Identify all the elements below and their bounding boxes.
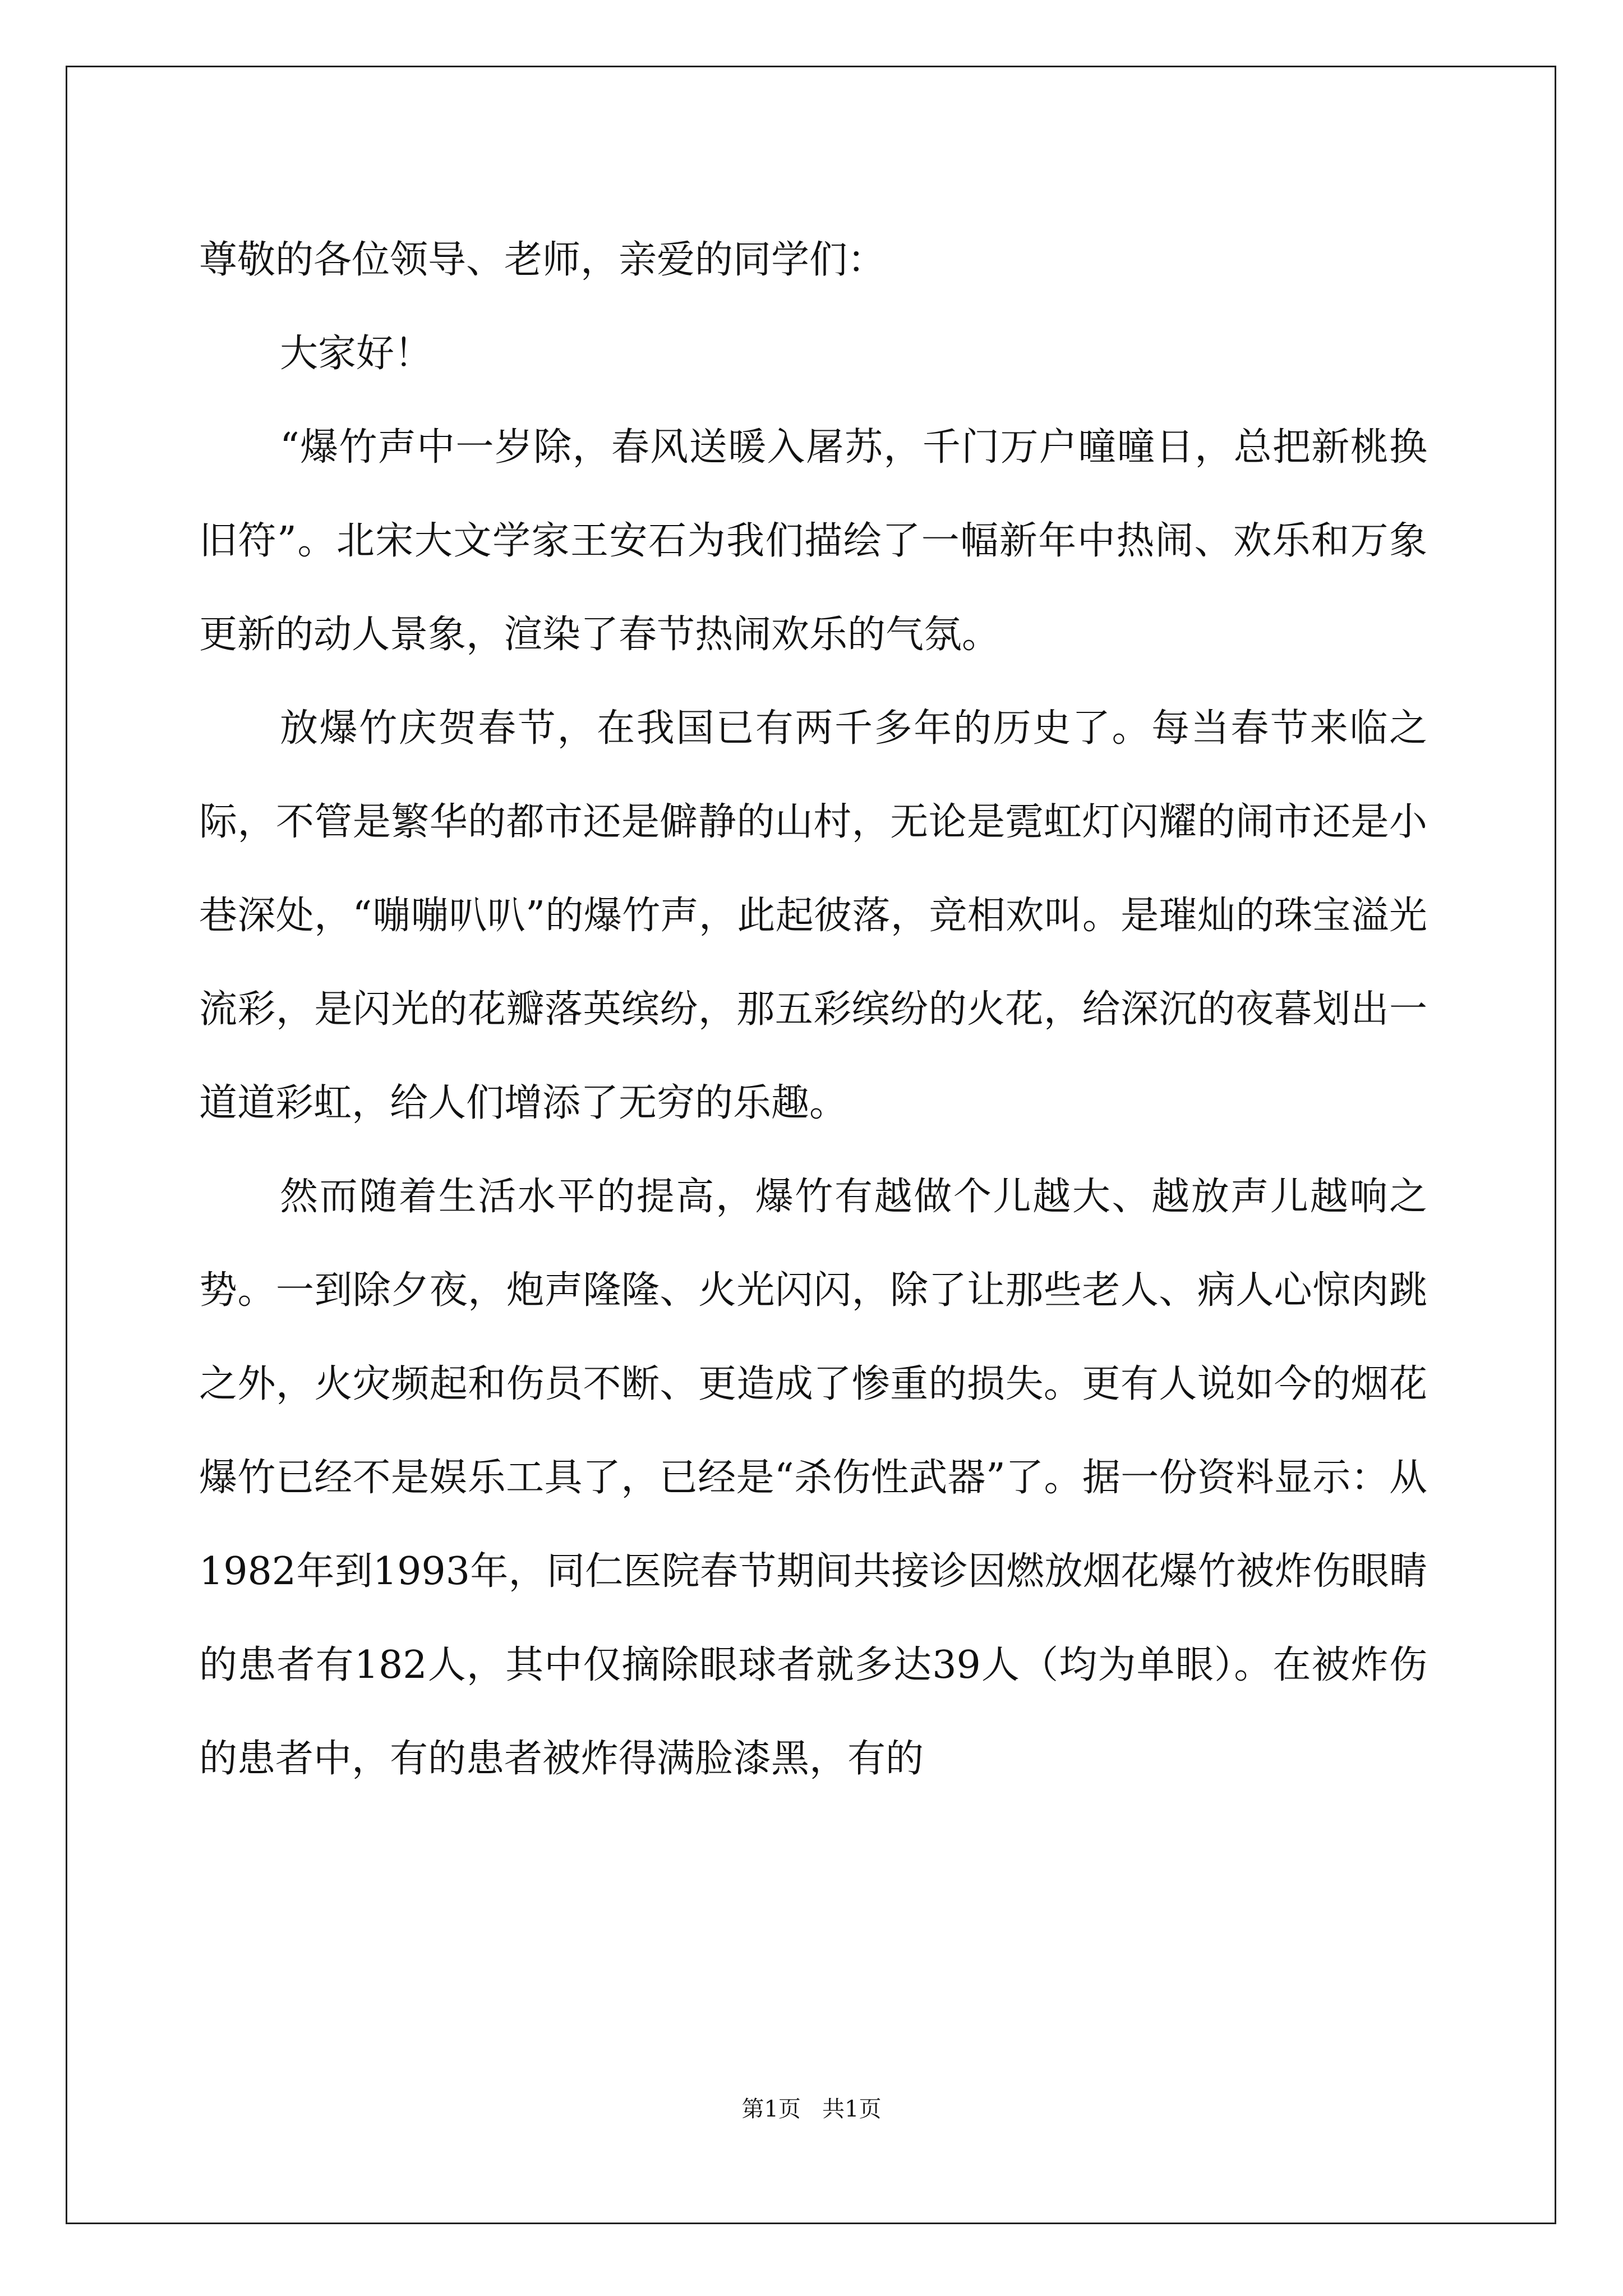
history-paragraph: 放爆竹庆贺春节，在我国已有两千多年的历史了。每当春节来临之际，不管是繁华的都市还是僻静的山村，无论是霓虹灯闪耀的闹市还是小巷深处，“嘣嘣叭叭”的爆竹声，此起彼落，竞相欢叫。是璀灿的珠宝溢光流彩，是闪光的花瓣落英缤纷，那五彩缤纷的火花，给深沉的夜暮划出一道道彩虹，给人们增添了无穷的乐趣。: [199, 706, 1427, 1125]
poem-paragraph: “爆竹声中一岁除，春风送暖入屠苏，千门万户曈曈日，总把新桃换旧符”。北宋大文学家王安石为我们描绘了一幅新年中热闹、欢乐和万象更新的动人景象，渲染了春节热闹欢乐的气氛。: [199, 425, 1427, 657]
danger-paragraph: 然而随着生活水平的提高，爆竹有越做个儿越大、越放声儿越响之势。一到除夕夜，炮声隆隆、火光闪闪，除了让那些老人、病人心惊肉跳之外，火灾频起和伤员不断、更造成了惨重的损失。更有人说如今的烟花爆竹已经不是娱乐工具了，已经是“杀伤性武器”了。据一份资料显示：从1982年到1993年，同仁医院春节期间共接诊因燃放烟花爆竹被炸伤眼睛的患者有182人，其中仅摘除眼球者就多达39人（均为单眼）。在被炸伤的患者中，有的患者被炸得满脸漆黑，有的: [199, 1175, 1427, 1781]
page-number: 第1页 共1页: [741, 2096, 882, 2122]
document-body: [199, 213, 1427, 1806]
greeting-paragraph: 大家好！: [280, 332, 433, 376]
salutation: 尊敬的各位领导、老师，亲爱的同学们：: [199, 238, 886, 282]
page-footer: [0, 2091, 1623, 2123]
